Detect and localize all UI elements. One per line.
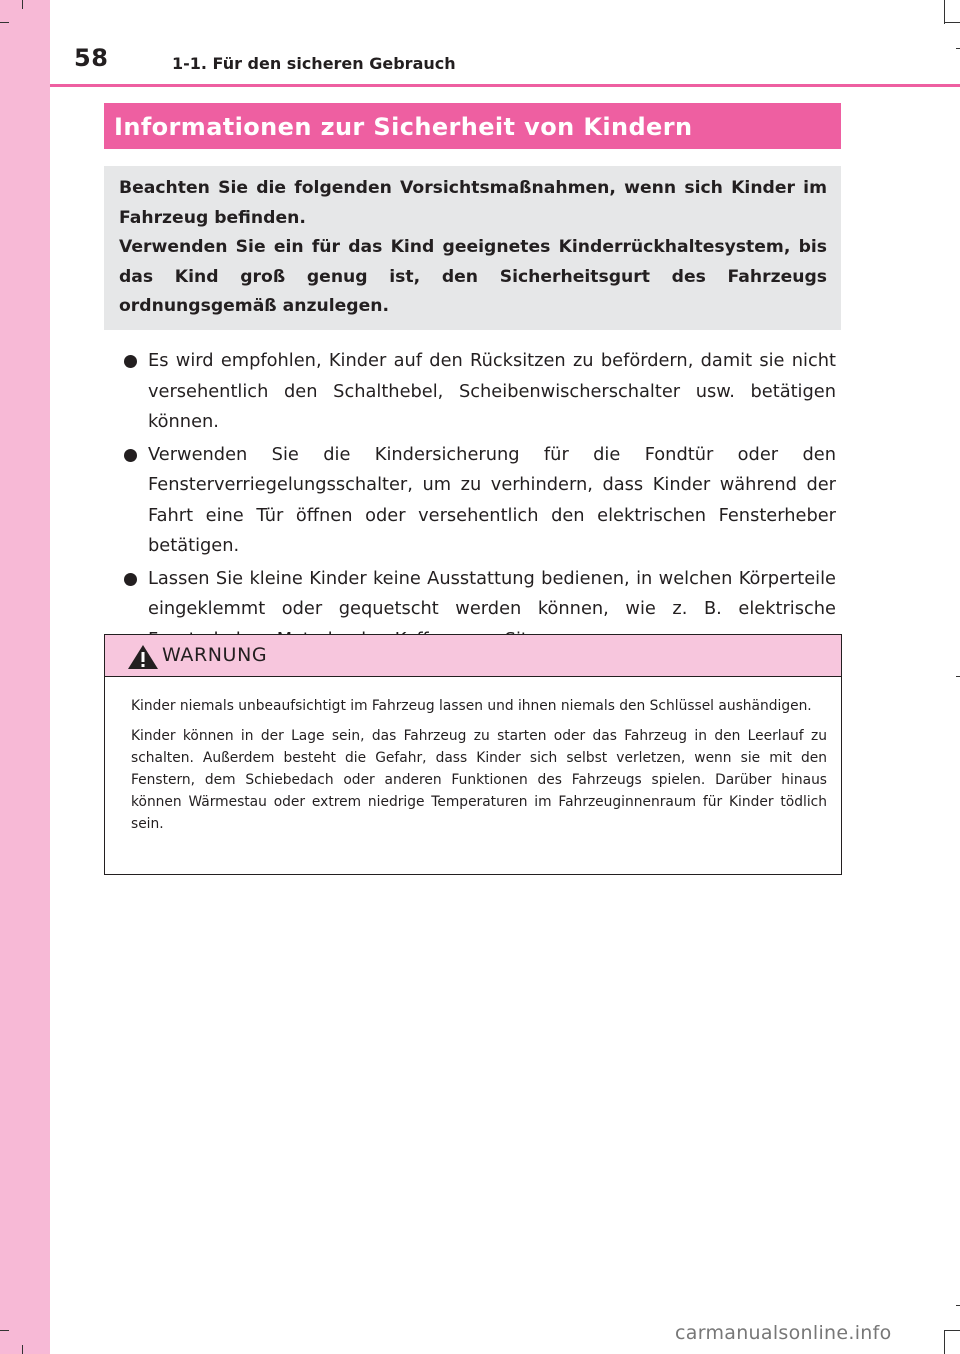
bullet-text: Lassen Sie kleine Kinder keine Ausstattung bedienen, in welchen Körperteile eingeklemmt oder gequetscht werden können, wie z. B. elektrische <box>148 567 836 619</box>
crop-mark <box>22 0 23 9</box>
bullet-list <box>124 346 836 657</box>
watermark: carmanualsonline.info <box>675 1322 892 1344</box>
bullet-text: Es wird empfohlen, Kinder auf den Rücksitzen zu befördern, damit sie nicht versehentlich den Schalthebel, Scheibenwischerschalter usw. betätigen können. <box>148 350 836 432</box>
bullet-item <box>124 440 836 562</box>
bullet-dot-icon <box>124 449 137 462</box>
section-title: Informationen zur Sicherheit von Kindern <box>104 103 841 149</box>
bullet-dot-icon <box>124 355 137 368</box>
bullet-text: Verwenden Sie die Kindersicherung für die Fondtür oder den Fensterverriegelungsschalter, um zu verhindern, dass Kinder während der Fahrt eine Tür öffnen oder versehentlich den elektrischen Fensterheber betätigen. <box>148 443 836 556</box>
crop-mark <box>944 1330 960 1331</box>
crop-mark <box>956 676 960 677</box>
crop-mark <box>944 1330 945 1354</box>
warning-title: WARNUNG <box>162 644 268 666</box>
intro-text: Beachten Sie die folgenden Vorsichtsmaßnahmen, wenn sich Kinder im Fahrzeug befinden. Verwenden Sie ein für das Kind geeignetes Kinderrückhaltesystem, bis das Kind groß genug ist, den Sicherheitsgurt des Fahrzeugs ordnungsgemäß anzulegen. <box>119 178 827 317</box>
warning-triangle-icon <box>127 644 159 670</box>
intro-box <box>104 166 841 330</box>
crop-mark <box>944 0 945 24</box>
crop-mark <box>944 22 960 23</box>
bullet-item <box>124 346 836 438</box>
warning-box <box>104 634 842 875</box>
header-rule <box>50 84 960 87</box>
crop-mark <box>0 22 9 23</box>
warning-paragraph: Kinder niemals unbeaufsichtigt im Fahrzeug lassen und ihnen niemals den Schlüssel aushändigen. <box>131 698 812 714</box>
crop-mark <box>0 1330 9 1331</box>
page-number: 58 <box>74 44 109 72</box>
bullet-dot-icon <box>124 573 137 586</box>
warning-header <box>105 635 841 677</box>
chapter-side-strip <box>0 0 50 1354</box>
crop-mark <box>22 1345 23 1354</box>
warning-body <box>105 677 841 835</box>
crop-mark <box>956 48 960 49</box>
running-header: 1-1. Für den sicheren Gebrauch <box>172 54 456 73</box>
crop-mark <box>956 1305 960 1306</box>
warning-paragraph: Kinder können in der Lage sein, das Fahrzeug zu starten oder das Fahrzeug in den Leerlauf zu schalten. Außerdem besteht die Gefahr, dass Kinder sich selbst verletzen, wenn sie mit den Fenstern, dem Schiebedach oder anderen Funktionen des Fahrzeugs spielen. Darüber hinaus können Wärmestau oder extrem niedrige Temperaturen im Fahrzeuginnenraum für Kinder tödlich sein. <box>131 728 827 832</box>
